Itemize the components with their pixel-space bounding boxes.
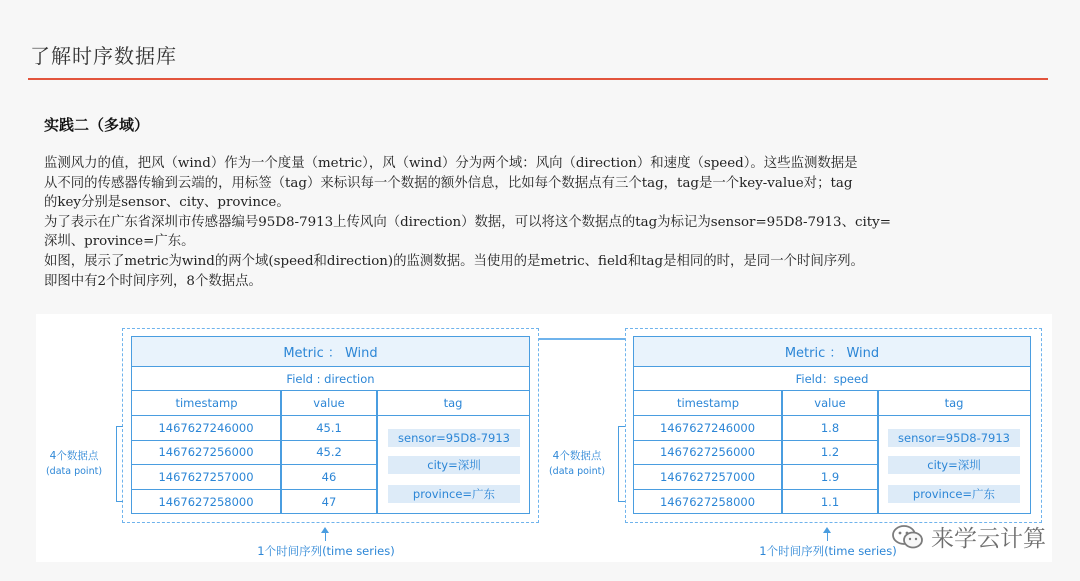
watermark — [891, 520, 1046, 553]
table-cell-timestamp: 1467627257000 — [634, 465, 781, 490]
table-speed — [633, 336, 1031, 514]
tag-pill: sensor=95D8-7913 — [888, 429, 1020, 447]
time-series-label: 1个时间序列(time series) — [759, 544, 897, 558]
data-point-label — [38, 449, 110, 479]
tag-pill: city=深圳 — [388, 456, 520, 474]
table-cell-value: 1.2 — [783, 441, 877, 466]
table-cell-value: 1.1 — [820, 494, 840, 509]
group-connector — [539, 338, 625, 340]
data-point-english: (data point) — [45, 466, 103, 477]
section-heading: 实践二（多域） — [44, 116, 150, 134]
column-header-value: value — [281, 391, 377, 416]
table-cell-timestamp: 1467627256000 — [132, 441, 280, 466]
table-cell-value: 46 — [282, 465, 376, 490]
table-cell-timestamp: 1467627258000 — [659, 494, 756, 509]
metric-header: Metric ： Wind — [132, 337, 529, 367]
column-divider — [877, 391, 879, 513]
paragraph-line: 监测风力的值，把风（wind）作为一个度量（metric），风（wind）分为两个域：风向（direction）和速度（speed）。这些监测数据是 — [44, 156, 858, 171]
body-text — [44, 154, 1044, 291]
tag-pill: city=深圳 — [888, 456, 1020, 474]
data-point-bracket — [618, 426, 625, 502]
column-header-timestamp: timestamp — [132, 391, 281, 416]
paragraph-line: 即图中有2个时间序列，8个数据点。 — [44, 273, 262, 289]
title-rule — [28, 78, 1048, 80]
column-header-tag: tag — [377, 391, 529, 416]
tag-pill: province=广东 — [888, 485, 1020, 503]
watermark-text: 来学云计算 — [931, 526, 1046, 552]
column-divider — [376, 391, 378, 513]
table-cell-timestamp: 1467627256000 — [634, 441, 781, 466]
table-cell-timestamp: 1467627246000 — [634, 416, 781, 441]
field-header: Field：speed — [634, 367, 1030, 391]
column-header-tag: tag — [878, 391, 1030, 416]
tag-pill: sensor=95D8-7913 — [388, 429, 520, 447]
data-point-count: 4个数据点 — [49, 450, 99, 462]
tag-pill: province=广东 — [388, 485, 520, 503]
metric-header: Metric ： Wind — [634, 337, 1030, 367]
data-point-count: 4个数据点 — [552, 450, 602, 462]
wechat-icon — [891, 524, 925, 550]
table-cell-value: 47 — [321, 494, 337, 509]
page-title: 了解时序数据库 — [30, 44, 177, 68]
table-cell-value: 1.9 — [783, 465, 877, 490]
paragraph-line: 从不同的传感器传输到云端的，用标签（tag）来标识每一个数据的额外信息，比如每个数据点有三个tag，tag是一个key-value对；tag — [44, 175, 853, 191]
data-point-label — [541, 449, 613, 479]
arrow-shaft — [325, 532, 327, 541]
time-series-label: 1个时间序列(time series) — [257, 544, 395, 558]
column-header-timestamp: timestamp — [634, 391, 782, 416]
table-cell-value: 45.2 — [282, 441, 376, 466]
table-cell-timestamp: 1467627246000 — [132, 416, 280, 441]
table-direction — [131, 336, 530, 514]
data-point-bracket — [116, 426, 123, 502]
paragraph-line: 的key分别是sensor、city、province。 — [44, 195, 290, 211]
table-cell-value: 45.1 — [282, 416, 376, 441]
arrow-shaft — [827, 532, 829, 541]
column-header-value: value — [782, 391, 878, 416]
field-header: Field : direction — [132, 367, 529, 391]
table-cell-value: 1.8 — [783, 416, 877, 441]
data-point-english: (data point) — [548, 466, 606, 477]
paragraph-line: 如图，展示了metric为wind的两个域(speed和direction)的监测数据。当使用的是metric、field和tag是相同的时，是同一个时间序列。 — [44, 253, 864, 269]
table-cell-timestamp: 1467627258000 — [158, 494, 254, 509]
paragraph-line: 深圳、province=广东。 — [44, 234, 195, 250]
table-cell-timestamp: 1467627257000 — [132, 465, 280, 490]
paragraph-line: 为了表示在广东省深圳市传感器编号95D8-7913上传风向（direction）数据，可以将这个数据点的tag为标记为sensor=95D8-7913、city= — [44, 214, 891, 230]
